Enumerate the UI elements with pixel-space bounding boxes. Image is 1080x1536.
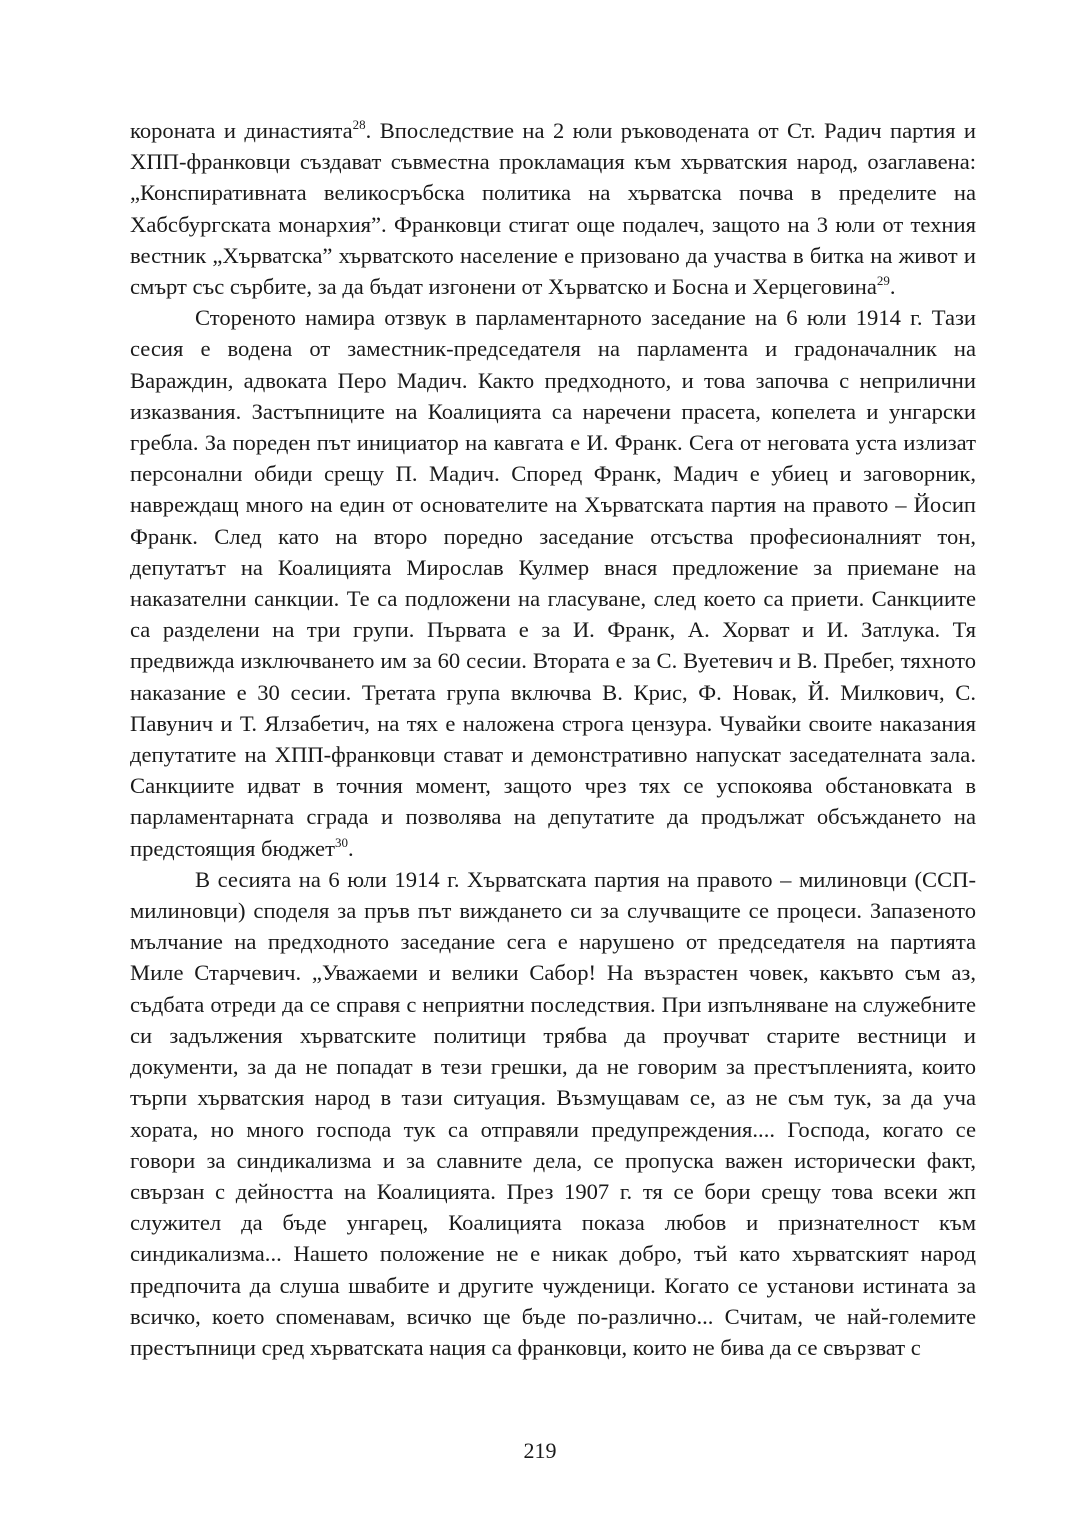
- paragraph-1-text-3: .: [889, 274, 896, 300]
- paragraph-1-text-1: короната и династията: [130, 118, 353, 143]
- paragraph-3: [130, 864, 976, 1363]
- page-number: 219: [523, 1438, 557, 1463]
- paragraph-2-text-1: Стореното намира отзвук в парламентарното заседание на 6 юли 1914 г. Тази сесия е водена от заместник-председателя на парламента и градоначалник на Вараждин, адвоката Перо Мадич. Както предходното, и това започва с неприлични изказвания. Застъпниците на Коалицията са наречени прасета, копелета и унгарски гребла. За пореден път инициатор на кавгата е И. Франк. Сега от неговата уста излизат персонални обиди срещу П. Мадич. Според Франк, Мадич е убиец и заговорник, навреждащ много на един от основателите на Хърватската партия на правото – Йосип Франк. След като на второ поредно заседание отсъства професионалният тон, депутатът на Коалицията Мирослав Кулмер внася предложение за приемане на наказателни санкции. Те са подложени на гласуване, след което са приети. Санкциите са разделени на три групи. Първата е за И. Франк, А. Хорват и И. Затлука. Тя предвижда изключването им за 60 сесии. Втората е за С. Вуетевич и В. Пребег, тяхното наказание е 30 сесии. Третата група включва В. Крис, Ф. Новак, Й. Милкович, С. Павунич и Т. Ялзабетич, на тях е наложена строга цензура. Чувайки своите наказания депутатите на ХПП-франковци стават и демонстративно напускат заседателната зала. Санкциите идват в точния момент, защото чрез тях се успокоява обстановката в парламентарната сграда и позволява на депутатите да продължат обсъждането на предстоящия бюджет: [130, 305, 976, 861]
- paragraph-2-text-2: .: [347, 835, 354, 861]
- body-text: [130, 115, 976, 1363]
- paragraph-1-text-2: . Впоследствие на 2 юли ръководената от Ст. Радич партия и ХПП-франковци създават съвместна прокламация към хърватския народ, озаглавена: „Конспиративната великосръбска политика на хърватска почва в пределите на Хабсбургската монархия”. Франковци стигат още подалеч, защото на 3 юли от техния вестник „Хърватска” хърватското население е призовано да участва в битка на живот и смърт със сърбите, за да бъдат изгонени от Хърватско и Босна и Херцеговина: [130, 118, 976, 300]
- paragraph-3-text-1: В сесията на 6 юли 1914 г. Хърватската партия на правото – милиновци (ССП-милиновци) споделя за пръв път виждането си за случващите се процеси. Запазеното мълчание на предходното заседание сега е нарушено от председателя на партията Миле Старчевич. „Уважаеми и велики Сабор! На възрастен човек, какъвто съм аз, съдбата отреди да се справя с неприятни последствия. При изпълняване на служебните си задължения хърватските политици трябва да проучват старите вестници и документи, за да не попадат в тези грешки, да не говорим за престъпленията, които търпи хърватския народ в тази ситуация. Възмущавам се, аз не съм тук, за да уча хората, но много господа тук са отправяли предупреждения.... Господа, когато се говори за синдикализма и за славните дела, се пропуска важен исторически факт, свързан с дейността на Коалицията. През 1907 г. тя се бори срещу това всеки жп служител да бъде унгарец, Коалицията показа любов и признателност към синдикализма... Нашето положение не е никак добро, тъй като хърватският народ предпочита да слуша швабите и другите чужденици. Когато се установи истината за всичко, което споменавам, всичко ще бъде по-различно... Считам, че най-големите престъпници сред хърватската нация са франковци, които не бива да се свързват с: [130, 866, 976, 1360]
- footnote-ref-28[interactable]: 28: [352, 117, 366, 132]
- footnote-ref-30[interactable]: 30: [334, 834, 348, 850]
- paragraph-1: [130, 115, 976, 302]
- paragraph-2: [130, 302, 976, 864]
- footnote-ref-29[interactable]: 29: [876, 273, 890, 289]
